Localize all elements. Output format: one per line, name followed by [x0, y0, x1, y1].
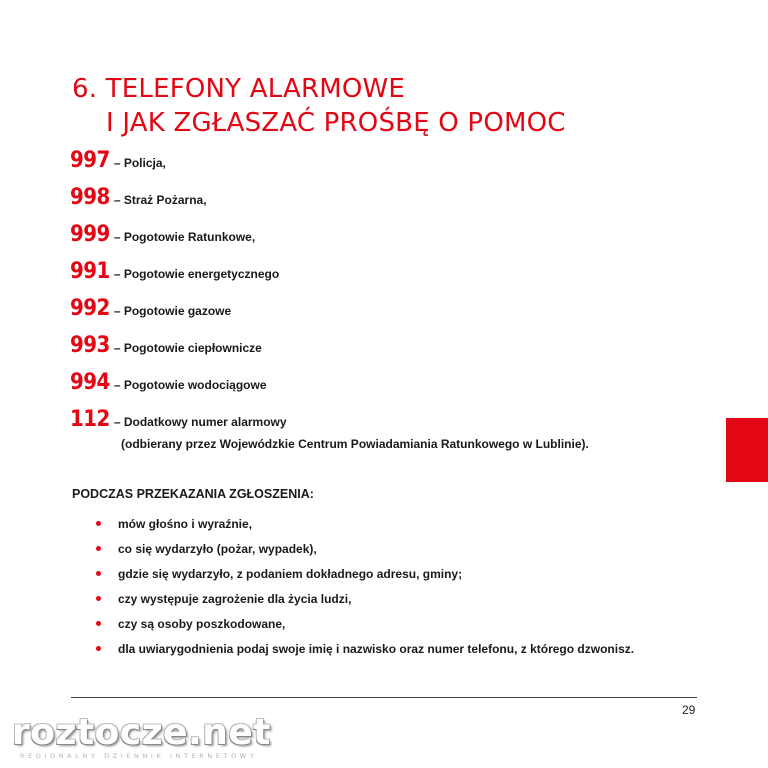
emergency-number-row	[70, 185, 710, 222]
emergency-number-description: – Pogotowie wodociągowe	[113, 378, 267, 392]
emergency-number-row	[70, 370, 710, 407]
footer-divider	[71, 697, 697, 698]
title-line-2: I JAK ZGŁASZAĆ PROŚBĘ O POMOC	[106, 108, 566, 138]
page-number: 29	[682, 703, 696, 717]
number-112-note: (odbierany przez Wojewódzkie Centrum Powiadamiania Ratunkowego w Lublinie).	[121, 437, 589, 451]
title-line-1: 6. TELEFONY ALARMOWE	[72, 74, 406, 104]
bullet-icon	[96, 621, 101, 626]
emergency-number-description: – Pogotowie energetycznego	[113, 267, 280, 281]
list-item	[88, 511, 634, 536]
list-item-text: mów głośno i wyraźnie,	[118, 516, 253, 531]
emergency-number: 994	[70, 370, 110, 395]
list-item-text: dla uwiarygodnienia podaj swoje imię i nazwisko oraz numer telefonu, z którego dzwonisz.	[118, 641, 635, 656]
emergency-numbers-list	[70, 148, 710, 444]
reporting-checklist	[88, 511, 634, 661]
list-item-text: czy są osoby poszkodowane,	[118, 616, 286, 631]
list-item-text: czy występuje zagrożenie dla życia ludzi,	[118, 591, 352, 606]
emergency-number-description: – Dodatkowy numer alarmowy	[113, 415, 287, 429]
emergency-number-row	[70, 333, 710, 370]
emergency-number-row	[70, 259, 710, 296]
emergency-number-description: – Pogotowie gazowe	[113, 304, 232, 318]
watermark-tagline: REGIONALNY DZIENNIK INTERNETOWY	[20, 752, 258, 760]
bullet-icon	[96, 521, 101, 526]
emergency-number: 991	[70, 259, 110, 284]
emergency-number-row	[70, 296, 710, 333]
emergency-number: 993	[70, 333, 110, 358]
list-item-text: co się wydarzyło (pożar, wypadek),	[118, 541, 317, 556]
emergency-number-row	[70, 148, 710, 185]
list-item	[88, 611, 634, 636]
emergency-number: 112	[70, 407, 110, 432]
watermark-logo	[8, 712, 272, 768]
list-item-text: gdzie się wydarzyło, z podaniem dokładnego adresu, gminy;	[118, 566, 463, 581]
list-item	[88, 536, 634, 561]
list-item	[88, 586, 634, 611]
emergency-number: 992	[70, 296, 110, 321]
emergency-number-description: – Straż Pożarna,	[113, 193, 207, 207]
bullet-icon	[96, 596, 101, 601]
section-tab-marker	[726, 418, 768, 482]
bullet-icon	[96, 571, 101, 576]
list-item	[88, 561, 634, 586]
emergency-number-description: – Policja,	[113, 156, 166, 170]
list-item	[88, 636, 634, 661]
section-heading: PODCZAS PRZEKAZANIA ZGŁOSZENIA:	[72, 487, 314, 501]
page-title	[72, 72, 566, 140]
emergency-number: 998	[70, 185, 110, 210]
emergency-number: 999	[70, 222, 110, 247]
emergency-number-row	[70, 222, 710, 259]
bullet-icon	[96, 546, 101, 551]
emergency-number: 997	[70, 148, 110, 173]
emergency-number-description: – Pogotowie ciepłownicze	[113, 341, 262, 355]
bullet-icon	[96, 646, 101, 651]
emergency-number-description: – Pogotowie Ratunkowe,	[113, 230, 256, 244]
watermark-text: roztocze.net	[12, 712, 272, 753]
